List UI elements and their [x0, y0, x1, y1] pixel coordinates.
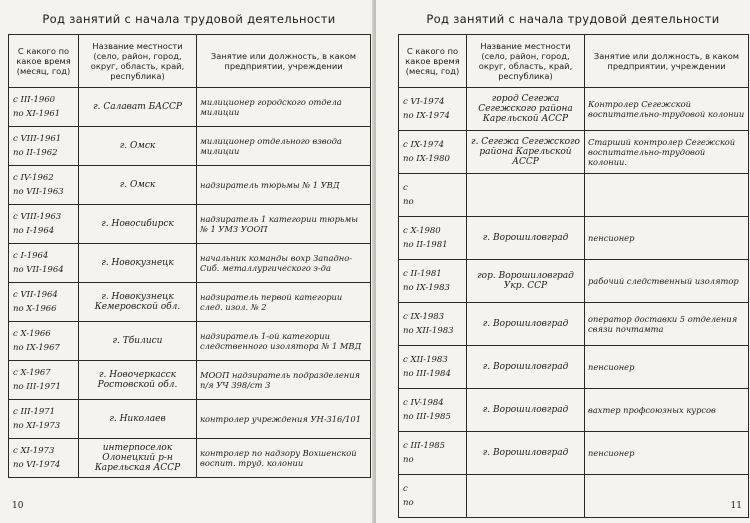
- date-to: по IX-1980: [403, 154, 450, 164]
- job-cell: надзиратель 1 категории тюрьмы № 1 УМЗ УООП: [197, 205, 371, 244]
- column-header-place: Название местности (село, район, город, округ, область, край, республика): [467, 35, 585, 88]
- employment-table: [8, 34, 371, 478]
- place-cell: г. Омск: [79, 166, 197, 205]
- table-row: [9, 88, 371, 127]
- date-from: с III-1960: [13, 95, 56, 105]
- place-cell: г. Новокузнецк: [79, 244, 197, 283]
- date-to: по XII-1983: [403, 326, 454, 336]
- date-from: с XII-1983: [403, 355, 448, 365]
- date-to: по X-1966: [13, 304, 57, 314]
- date-to: по XI-1973: [13, 421, 61, 431]
- place-cell: г. Новочеркасск Ростовской обл.: [79, 361, 197, 400]
- column-header-time: С какого по какое время (месяц, год): [9, 35, 79, 88]
- date-from: с: [403, 183, 408, 193]
- table-row: [9, 400, 371, 439]
- date-to: по VII-1963: [13, 187, 64, 197]
- date-from: с VII-1964: [13, 290, 58, 300]
- table-row: [399, 303, 749, 346]
- table-row: [9, 322, 371, 361]
- date-to: по II-1962: [13, 148, 58, 158]
- date-cell: [9, 244, 79, 283]
- table-row: [9, 283, 371, 322]
- date-from: с: [403, 484, 408, 494]
- place-cell: гор. Ворошиловград Укр. ССР: [467, 260, 585, 303]
- date-to: по II-1981: [403, 240, 448, 250]
- left-page: [0, 0, 374, 523]
- date-cell: [399, 217, 467, 260]
- date-cell: [9, 88, 79, 127]
- date-from: с IV-1984: [403, 398, 444, 408]
- date-to: по III-1985: [403, 412, 451, 422]
- page-heading: Род занятий с начала трудовой деятельности: [42, 12, 336, 26]
- date-cell: [399, 475, 467, 518]
- place-cell: г. Ворошиловград: [467, 432, 585, 475]
- job-cell: милиционер отдельного взвода милиции: [197, 127, 371, 166]
- date-to: по: [403, 455, 414, 465]
- table-row: [399, 346, 749, 389]
- place-cell: г. Николаев: [79, 400, 197, 439]
- place-cell: г. Новосибирск: [79, 205, 197, 244]
- column-header-time: С какого по какое время (месяц, год): [399, 35, 467, 88]
- date-to: по IX-1983: [403, 283, 450, 293]
- job-cell: пенсионер: [585, 346, 749, 389]
- page-number: 11: [730, 501, 742, 511]
- table-row: [399, 88, 749, 131]
- table-row: [399, 174, 749, 217]
- date-cell: [399, 389, 467, 432]
- job-cell: начальник команды вохр Западно-Сиб. металлургического з-да: [197, 244, 371, 283]
- date-cell: [9, 400, 79, 439]
- table-row: [399, 260, 749, 303]
- page-heading: Род занятий с начала трудовой деятельности: [426, 12, 720, 26]
- date-cell: [9, 439, 79, 478]
- place-cell: г. Сегежа Сегежского района Карельской АССР: [467, 131, 585, 174]
- place-cell: г. Ворошиловград: [467, 217, 585, 260]
- right-page: [376, 0, 750, 523]
- place-cell: [467, 475, 585, 518]
- table-row: [399, 432, 749, 475]
- place-cell: город Сегежа Сегежского района Карельской АССР: [467, 88, 585, 131]
- date-from: с I-1964: [13, 251, 49, 261]
- date-cell: [399, 346, 467, 389]
- date-from: с IX-1983: [403, 312, 445, 322]
- date-cell: [9, 205, 79, 244]
- date-cell: [9, 127, 79, 166]
- date-to: по III-1984: [403, 369, 451, 379]
- date-cell: [399, 174, 467, 217]
- job-cell: вахтер профсоюзных курсов: [585, 389, 749, 432]
- job-cell: оператор доставки 5 отделения связи почтамта: [585, 303, 749, 346]
- job-cell: Старший контролер Сегежской воспитательно-трудовой колонии.: [585, 131, 749, 174]
- table-row: [399, 389, 749, 432]
- date-to: по IX-1974: [403, 111, 450, 121]
- place-cell: [467, 174, 585, 217]
- job-cell: надзиратель 1-ой категории следственного изолятора № 1 МВД: [197, 322, 371, 361]
- page-number: 10: [12, 501, 24, 511]
- date-to: по XI-1961: [13, 109, 61, 119]
- table-row: [9, 127, 371, 166]
- table-row: [9, 439, 371, 478]
- date-to: по I-1964: [13, 226, 55, 236]
- place-cell: г. Ворошиловград: [467, 346, 585, 389]
- table-row: [9, 244, 371, 283]
- job-cell: милиционер городского отдела милиции: [197, 88, 371, 127]
- job-cell: рабочий следственный изолятор: [585, 260, 749, 303]
- place-cell: г. Новокузнецк Кемеровской обл.: [79, 283, 197, 322]
- job-cell: пенсионер: [585, 217, 749, 260]
- table-row: [399, 131, 749, 174]
- date-cell: [9, 283, 79, 322]
- date-cell: [399, 303, 467, 346]
- table-row: [9, 166, 371, 205]
- date-from: с VI-1974: [403, 97, 445, 107]
- job-cell: надзиратель первой категории след. изол. № 2: [197, 283, 371, 322]
- date-from: с IV-1962: [13, 173, 54, 183]
- date-cell: [9, 361, 79, 400]
- date-from: с X-1980: [403, 226, 441, 236]
- job-cell: контролер по надзору Вохшенской воспит. труд. колонии: [197, 439, 371, 478]
- date-to: по: [403, 197, 414, 207]
- employment-table: [398, 34, 749, 518]
- place-cell: г. Ворошиловград: [467, 303, 585, 346]
- table-row: [399, 475, 749, 518]
- job-cell: Контролер Сегежской воспитательно-трудовой колонии: [585, 88, 749, 131]
- job-cell: надзиратель тюрьмы № 1 УВД: [197, 166, 371, 205]
- date-cell: [9, 166, 79, 205]
- table-row: [9, 205, 371, 244]
- date-to: по III-1971: [13, 382, 61, 392]
- date-to: по: [403, 498, 414, 508]
- date-from: с VIII-1961: [13, 134, 62, 144]
- date-from: с X-1967: [13, 368, 51, 378]
- date-cell: [9, 322, 79, 361]
- job-cell: пенсионер: [585, 432, 749, 475]
- job-cell: контролер учреждения УН-316/101: [197, 400, 371, 439]
- table-header-row: [399, 35, 749, 88]
- date-cell: [399, 131, 467, 174]
- column-header-job: Занятие или должность, в каком предприятии, учреждении: [585, 35, 749, 88]
- table-row: [9, 361, 371, 400]
- place-cell: г. Салават БАССР: [79, 88, 197, 127]
- column-header-job: Занятие или должность, в каком предприятии, учреждении: [197, 35, 371, 88]
- date-to: по IX-1967: [13, 343, 60, 353]
- date-from: с IX-1974: [403, 140, 445, 150]
- date-from: с XI-1973: [13, 446, 55, 456]
- date-to: по VII-1964: [13, 265, 64, 275]
- job-cell: МООП надзиратель подразделения п/я УЧ 398/ст 3: [197, 361, 371, 400]
- table-row: [399, 217, 749, 260]
- date-from: с III-1985: [403, 441, 446, 451]
- date-cell: [399, 88, 467, 131]
- date-to: по VI-1974: [13, 460, 61, 470]
- place-cell: интерпоселок Олонецкий р-н Карельская АССР: [79, 439, 197, 478]
- date-from: с II-1981: [403, 269, 442, 279]
- place-cell: г. Омск: [79, 127, 197, 166]
- date-from: с VIII-1963: [13, 212, 62, 222]
- table-header-row: [9, 35, 371, 88]
- job-cell: [585, 475, 749, 518]
- date-cell: [399, 260, 467, 303]
- date-cell: [399, 432, 467, 475]
- date-from: с III-1971: [13, 407, 56, 417]
- column-header-place: Название местности (село, район, город, округ, область, край, республика): [79, 35, 197, 88]
- place-cell: г. Ворошиловград: [467, 389, 585, 432]
- place-cell: г. Тбилиси: [79, 322, 197, 361]
- date-from: с X-1966: [13, 329, 51, 339]
- job-cell: [585, 174, 749, 217]
